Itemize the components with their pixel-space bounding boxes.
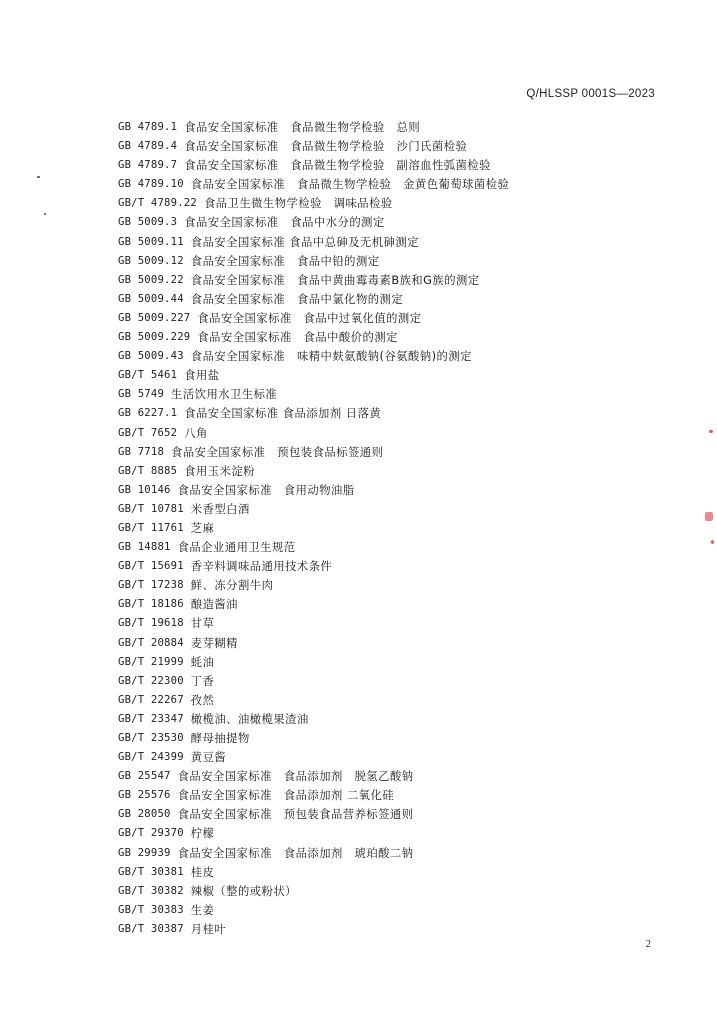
standard-title: 食用玉米淀粉 — [184, 464, 255, 478]
reference-item — [118, 786, 678, 805]
reference-item — [118, 576, 678, 595]
reference-item — [118, 824, 678, 843]
reference-item — [118, 424, 678, 443]
standard-title: 芝麻 — [190, 521, 215, 535]
standard-code: GB/T 17238 — [118, 579, 184, 592]
standard-title: 食品安全国家标准 食品中铅的测定 — [190, 254, 380, 268]
standard-title: 香辛料调味品通用技术条件 — [190, 560, 333, 574]
standard-code: GB 5009.11 — [118, 235, 184, 248]
standard-code: GB/T 19618 — [118, 617, 184, 630]
standard-title: 桂皮 — [190, 865, 215, 879]
reference-item — [118, 805, 678, 824]
reference-item — [118, 920, 678, 939]
reference-item — [118, 385, 678, 404]
reference-item — [118, 672, 678, 691]
standard-code: GB/T 15691 — [118, 560, 184, 573]
standard-title: 生活饮用水卫生标准 — [171, 388, 278, 402]
standard-title: 食品安全国家标准 食品中黄曲霉毒素B族和G族的测定 — [190, 273, 480, 287]
scan-speck — [44, 213, 46, 215]
reference-item — [118, 462, 678, 481]
reference-item — [118, 347, 678, 366]
normative-references-list — [118, 118, 678, 939]
standard-code: GB/T 30383 — [118, 903, 184, 916]
reference-item — [118, 844, 678, 863]
standard-title: 食用盐 — [184, 369, 220, 383]
reference-item — [118, 404, 678, 423]
standard-code: GB/T 29370 — [118, 827, 184, 840]
reference-item — [118, 118, 678, 137]
standard-code: GB 28050 — [118, 808, 171, 821]
standard-code: GB 5009.22 — [118, 273, 184, 286]
standard-code: GB/T 11761 — [118, 521, 184, 534]
standard-code: GB/T 23530 — [118, 732, 184, 744]
reference-item — [118, 538, 678, 557]
reference-item — [118, 328, 678, 347]
reference-item — [118, 519, 678, 538]
standard-code: GB 7718 — [118, 445, 165, 458]
standard-title: 食品安全国家标准 食品添加剂 日落黄 — [184, 407, 382, 421]
reference-item — [118, 271, 678, 290]
standard-code: GB 5749 — [118, 388, 165, 401]
reference-item — [118, 481, 678, 500]
document-number: Q/HLSSP 0001S—2023 — [526, 88, 655, 100]
reference-item — [118, 156, 678, 175]
standard-code: GB/T 7652 — [118, 426, 178, 439]
standard-title: 食品安全国家标准 预包装食品标签通则 — [171, 445, 384, 459]
reference-item — [118, 748, 678, 767]
standard-title: 柠檬 — [190, 827, 215, 841]
reference-item — [118, 443, 678, 462]
standard-code: GB/T 10781 — [118, 502, 184, 515]
reference-item — [118, 500, 678, 519]
reference-item — [118, 290, 678, 309]
standard-title: 米香型白酒 — [190, 502, 250, 516]
standard-title: 酿造酱油 — [190, 598, 238, 612]
standard-title: 酵母抽提物 — [190, 732, 250, 745]
standard-title: 食品安全国家标准 食品微生物学检验 副溶血性弧菌检验 — [184, 159, 491, 173]
standard-title: 蚝油 — [190, 655, 215, 669]
standard-code: GB/T 4789.22 — [118, 197, 197, 210]
reference-item — [118, 691, 678, 710]
reference-item — [118, 729, 678, 748]
standard-title: 鲜、冻分割牛肉 — [190, 579, 274, 593]
reference-item — [118, 901, 678, 920]
standard-title: 食品安全国家标准 味精中麸氨酸钠(谷氨酸钠)的测定 — [190, 350, 472, 364]
standard-code: GB 14881 — [118, 541, 171, 554]
page-number: 2 — [645, 938, 651, 950]
standard-code: GB 25576 — [118, 789, 171, 802]
standard-code: GB/T 20884 — [118, 636, 184, 649]
standard-code: GB 4789.4 — [118, 140, 178, 153]
reference-item — [118, 882, 678, 901]
standard-title: 辣椒（整的或粉状） — [190, 884, 297, 898]
standard-code: GB 5009.227 — [118, 311, 191, 324]
standard-title: 食品安全国家标准 食品微生物学检验 金黄色葡萄球菌检验 — [190, 178, 510, 192]
standard-title: 食品安全国家标准 食品中水分的测定 — [184, 216, 385, 230]
standard-title: 橄榄油、油橄榄果渣油 — [190, 712, 309, 726]
reference-item — [118, 175, 678, 194]
standard-title: 丁香 — [190, 674, 215, 688]
standard-code: GB 5009.3 — [118, 216, 178, 229]
seal-edge-mark — [709, 430, 713, 433]
standard-code: GB/T 30387 — [118, 922, 184, 935]
standard-title: 食品安全国家标准 食品微生物学检验 总则 — [184, 121, 421, 134]
standard-title: 麦芽糊精 — [190, 636, 238, 650]
standard-code: GB 4789.1 — [118, 121, 178, 133]
standard-code: GB/T 30381 — [118, 865, 184, 878]
reference-item — [118, 213, 678, 232]
standard-code: GB 5009.12 — [118, 254, 184, 267]
standard-title: 八角 — [184, 426, 208, 440]
standard-code: GB/T 22267 — [118, 693, 184, 706]
reference-item — [118, 710, 678, 729]
reference-item — [118, 309, 678, 328]
standard-title: 食品卫生微生物学检验 调味品检验 — [203, 197, 393, 211]
standard-title: 食品企业通用卫生规范 — [177, 541, 296, 555]
standard-code: GB 25547 — [118, 770, 171, 783]
standard-title: 食品安全国家标准 食品微生物学检验 沙门氏菌检验 — [184, 140, 468, 154]
scan-speck — [37, 176, 40, 178]
standard-title: 月桂叶 — [190, 922, 227, 936]
reference-item — [118, 194, 678, 213]
standard-title: 食品安全国家标准 食品中氯化物的测定 — [190, 292, 404, 306]
standard-title: 孜然 — [190, 693, 215, 707]
standard-title: 食品安全国家标准 食品中总砷及无机砷测定 — [190, 235, 420, 249]
reference-item — [118, 366, 678, 385]
reference-item — [118, 614, 678, 633]
standard-code: GB/T 18186 — [118, 598, 184, 611]
standard-code: GB/T 8885 — [118, 464, 178, 477]
reference-item — [118, 252, 678, 271]
standard-title: 黄豆酱 — [190, 751, 227, 765]
standard-title: 食品安全国家标准 食品添加剂 二氧化硅 — [177, 789, 395, 803]
reference-item — [118, 137, 678, 156]
standard-code: GB/T 5461 — [118, 369, 178, 382]
reference-item — [118, 233, 678, 252]
standard-code: GB/T 30382 — [118, 884, 184, 897]
standard-title: 生姜 — [190, 903, 215, 917]
standard-title: 食品安全国家标准 食用动物油脂 — [177, 483, 355, 497]
reference-item — [118, 595, 678, 614]
standard-code: GB 4789.10 — [118, 178, 184, 191]
standard-title: 食品安全国家标准 食品中酸价的测定 — [197, 331, 398, 345]
standard-code: GB/T 23347 — [118, 712, 184, 725]
standard-title: 食品安全国家标准 食品中过氧化值的测定 — [197, 311, 422, 325]
standard-code: GB 10146 — [118, 483, 171, 496]
standard-title: 甘草 — [190, 617, 215, 631]
reference-item — [118, 634, 678, 653]
reference-item — [118, 653, 678, 672]
standard-code: GB 4789.7 — [118, 159, 178, 172]
standard-code: GB 29939 — [118, 846, 171, 859]
seal-edge-mark — [711, 540, 714, 544]
standard-code: GB 5009.43 — [118, 350, 184, 363]
standard-code: GB/T 24399 — [118, 751, 184, 764]
standard-title: 食品安全国家标准 食品添加剂 琥珀酸二钠 — [177, 846, 414, 860]
reference-item — [118, 557, 678, 576]
reference-item — [118, 767, 678, 786]
standard-code: GB 5009.229 — [118, 331, 191, 344]
reference-item — [118, 863, 678, 882]
standard-code: GB/T 21999 — [118, 655, 184, 668]
standard-code: GB 6227.1 — [118, 407, 178, 420]
standard-title: 食品安全国家标准 食品添加剂 脱氢乙酸钠 — [177, 770, 414, 784]
seal-edge-mark — [705, 512, 713, 521]
standard-title: 食品安全国家标准 预包装食品营养标签通则 — [177, 808, 414, 822]
standard-code: GB 5009.44 — [118, 292, 184, 305]
standard-code: GB/T 22300 — [118, 674, 184, 687]
